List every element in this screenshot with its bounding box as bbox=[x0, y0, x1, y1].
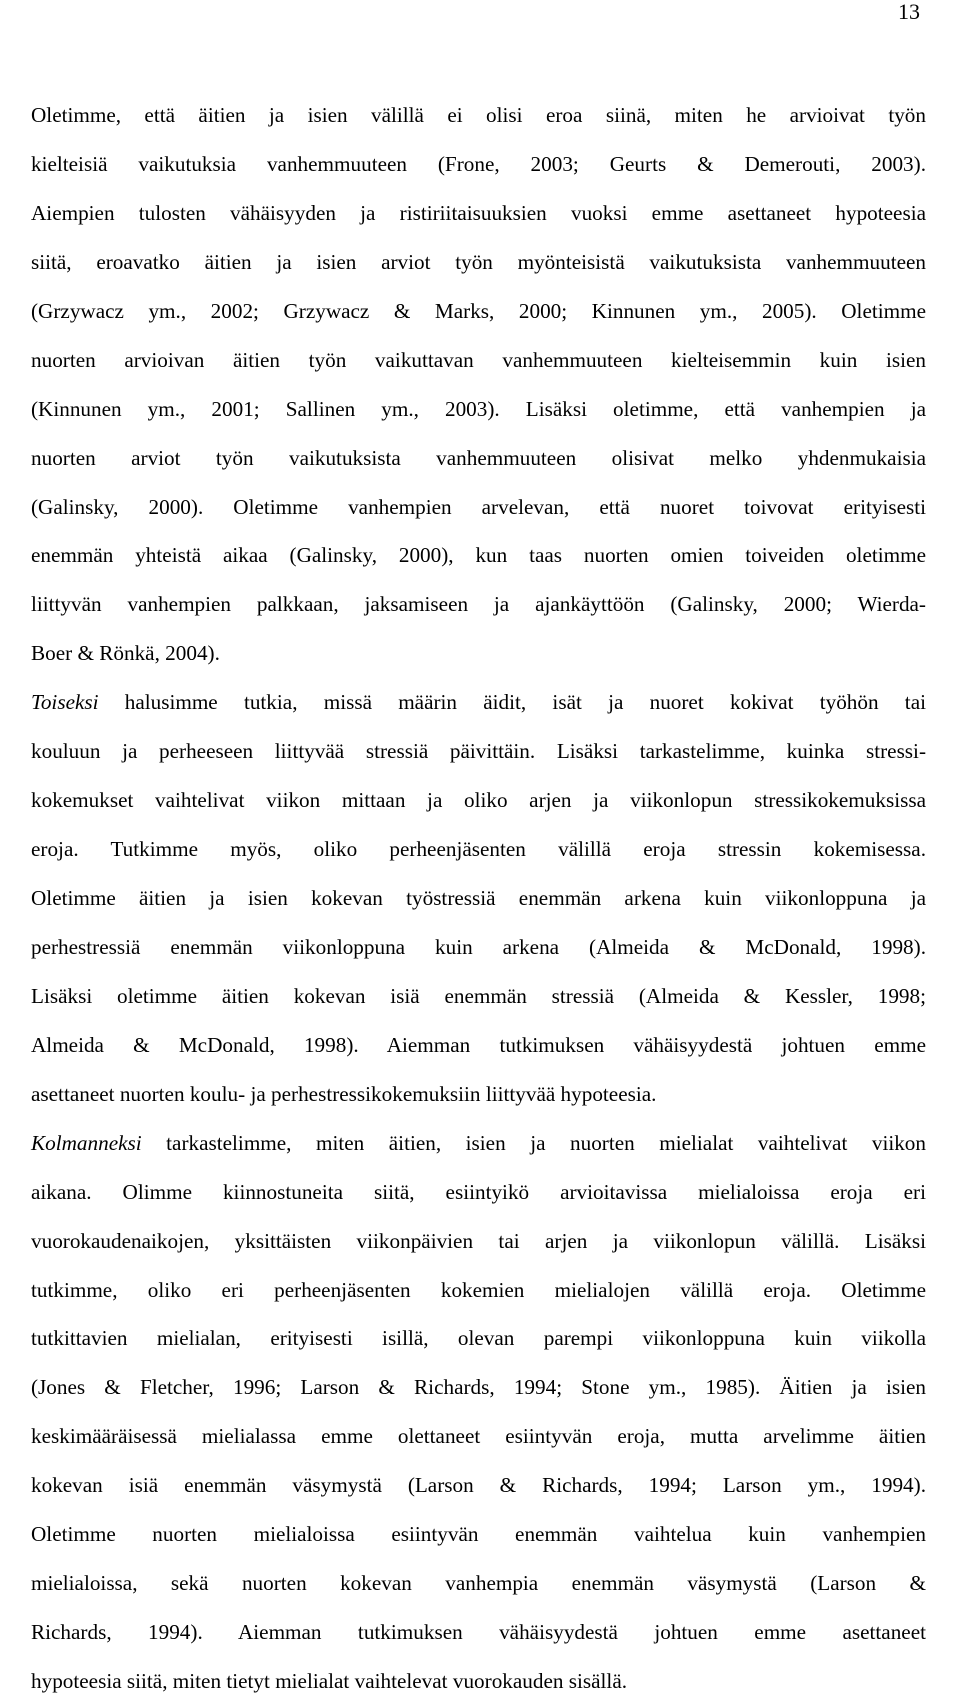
paragraph-1 bbox=[31, 91, 926, 678]
text-line: enemmän yhteistä aikaa (Galinsky, 2000), kun taas nuorten omien toiveiden oletimme bbox=[31, 543, 926, 568]
text-line: (Grzywacz ym., 2002; Grzywacz & Marks, 2000; Kinnunen ym., 2005). Oletimme bbox=[31, 298, 926, 323]
text-line: kouluun ja perheeseen liittyvää stressiä päivittäin. Lisäksi tarkastelimme, kuinka stressi- bbox=[31, 739, 926, 764]
text-line: Aiempien tulosten vähäisyyden ja ristiriitaisuuksien vuoksi emme asettaneet hypoteesia bbox=[31, 200, 926, 225]
text-line: mielialoissa, sekä nuorten kokevan vanhempia enemmän väsymystä (Larson & bbox=[31, 1571, 926, 1596]
text-line: hypoteesia siitä, miten tietyt mielialat vaihtelevat vuorokauden sisällä. bbox=[31, 1669, 628, 1693]
text-line: asettaneet nuorten koulu- ja perhestressikokemuksiin liittyvää hypoteesia. bbox=[31, 1081, 657, 1106]
paragraph-2 bbox=[31, 678, 926, 1118]
text-line: vuorokaudenaikojen, yksittäisten viikonpäivien tai arjen ja viikonlopun välillä. Lisäksi bbox=[31, 1228, 926, 1253]
text-line: Lisäksi oletimme äitien kokevan isiä enemmän stressiä (Almeida & Kessler, 1998; bbox=[31, 983, 926, 1008]
text-line: Oletimme, että äitien ja isien välillä ei olisi eroa siinä, miten he arvioivat työn bbox=[31, 103, 926, 127]
page-number: 13 bbox=[898, 0, 920, 24]
document-body bbox=[31, 91, 926, 1706]
italic-lead-word: Toiseksi bbox=[31, 690, 99, 715]
text-line: tutkittavien mielialan, erityisesti isillä, olevan parempi viikonloppuna kuin viikolla bbox=[31, 1326, 926, 1351]
text-line: Oletimme nuorten mielialoissa esiintyvän enemmän vaihtelua kuin vanhempien bbox=[31, 1522, 926, 1547]
text-line: nuorten arviot työn vaikutuksista vanhemmuuteen olisivat melko yhdenmukaisia bbox=[31, 445, 926, 470]
text-line: Oletimme äitien ja isien kokevan työstressiä enemmän arkena kuin viikonloppuna ja bbox=[31, 886, 926, 910]
text-line-first bbox=[31, 678, 926, 727]
paragraph-3 bbox=[31, 1119, 926, 1706]
text-line-rest: tarkastelimme, miten äitien, isien ja nuorten mielialat vaihtelivat viikon bbox=[141, 1130, 926, 1155]
text-line: kokevan isiä enemmän väsymystä (Larson & Richards, 1994; Larson ym., 1994). bbox=[31, 1473, 926, 1498]
text-line: Boer & Rönkä, 2004). bbox=[31, 641, 220, 666]
text-line: perhestressiä enemmän viikonloppuna kuin arkena (Almeida & McDonald, 1998). bbox=[31, 934, 926, 959]
text-line: liittyvän vanhempien palkkaan, jaksamiseen ja ajankäyttöön (Galinsky, 2000; Wierda- bbox=[31, 592, 926, 617]
text-line: aikana. Olimme kiinnostuneita siitä, esiintyikö arvioitavissa mielialoissa eroja eri bbox=[31, 1179, 926, 1204]
italic-lead-word: Kolmanneksi bbox=[31, 1130, 142, 1155]
text-line: (Galinsky, 2000). Oletimme vanhempien arvelevan, että nuoret toivovat erityisesti bbox=[31, 494, 926, 519]
text-line: Almeida & McDonald, 1998). Aiemman tutkimuksen vähäisyydestä johtuen emme bbox=[31, 1032, 926, 1057]
text-line-rest: halusimme tutkia, missä määrin äidit, isät ja nuoret kokivat työhön tai bbox=[98, 690, 926, 715]
text-line: siitä, eroavatko äitien ja isien arviot työn myönteisistä vaikutuksista vanhemmuuteen bbox=[31, 249, 926, 274]
text-line: kielteisiä vaikutuksia vanhemmuuteen (Frone, 2003; Geurts & Demerouti, 2003). bbox=[31, 151, 926, 176]
text-line: eroja. Tutkimme myös, oliko perheenjäsenten välillä eroja stressin kokemisessa. bbox=[31, 837, 926, 862]
text-line: tutkimme, oliko eri perheenjäsenten kokemien mielialojen välillä eroja. Oletimme bbox=[31, 1277, 926, 1302]
text-line: keskimääräisessä mielialassa emme olettaneet esiintyvän eroja, mutta arvelimme äitien bbox=[31, 1424, 926, 1449]
text-line: kokemukset vaihtelivat viikon mittaan ja oliko arjen ja viikonlopun stressikokemuksissa bbox=[31, 788, 926, 813]
text-line-first bbox=[31, 1119, 926, 1168]
text-line: nuorten arvioivan äitien työn vaikuttavan vanhemmuuteen kielteisemmin kuin isien bbox=[31, 347, 926, 372]
text-line: (Jones & Fletcher, 1996; Larson & Richards, 1994; Stone ym., 1985). Äitien ja isien bbox=[31, 1375, 926, 1400]
text-line: (Kinnunen ym., 2001; Sallinen ym., 2003). Lisäksi oletimme, että vanhempien ja bbox=[31, 396, 926, 421]
text-line: Richards, 1994). Aiemman tutkimuksen vähäisyydestä johtuen emme asettaneet bbox=[31, 1620, 926, 1645]
